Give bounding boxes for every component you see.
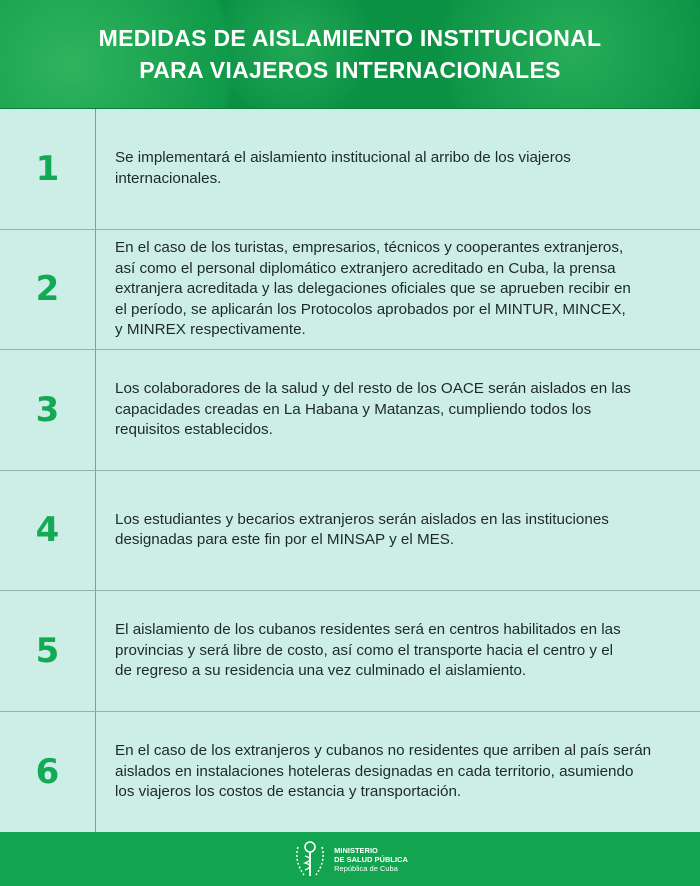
measure-text-line: En el caso de los extranjeros y cubanos no residentes que arriben al país serán (115, 742, 652, 759)
footer-line-3: República de Cuba (334, 863, 398, 873)
ministry-emblem-icon (292, 839, 328, 879)
measure-text-line: así como el personal diplomático extranjero acreditado en Cuba, la prensa (115, 259, 616, 277)
measure-text-line: extranjera acreditada y las delegaciones oficiales que se aprueben recibir en (115, 280, 631, 297)
measure-number: 6 (0, 712, 96, 833)
measure-text-line: designadas para este fin por el MINSAP y el MES. (115, 531, 455, 549)
measure-number: 4 (0, 471, 96, 591)
title-line-2: PARA VIAJEROS INTERNACIONALES (139, 57, 561, 83)
measure-text-line: internacionales. (115, 169, 222, 187)
measure-text-line: de regreso a su residencia una vez culminado el aislamiento. (115, 662, 527, 679)
measure-row (0, 109, 700, 230)
measure-text-line: aislados en instalaciones hoteleras designadas en cada territorio, asumiendo (115, 762, 634, 780)
measure-text (96, 712, 700, 833)
measure-number: 1 (0, 109, 96, 229)
measure-text (96, 350, 700, 470)
measure-row (0, 591, 700, 712)
measure-text-line: y MINREX respectivamente. (115, 321, 306, 338)
measure-row (0, 230, 700, 351)
measure-row (0, 350, 700, 471)
title-line-1: MEDIDAS DE AISLAMIENTO INSTITUCIONAL (98, 25, 602, 51)
measure-text-line: requisitos establecidos. (115, 421, 273, 438)
measures-list (0, 109, 700, 832)
measure-number: 2 (0, 230, 96, 350)
measure-text-line: Se implementará el aislamiento institucional al arribo de los viajeros (115, 149, 571, 167)
measure-text (96, 230, 700, 350)
measure-row (0, 712, 700, 833)
measure-text-line: Los colaboradores de la salud y del resto de los OACE serán aislados en las (115, 380, 631, 397)
measure-text (96, 591, 700, 711)
measure-text-line: capacidades creadas en La Habana y Matanzas, cumpliendo todos los (115, 400, 592, 418)
measure-text (96, 109, 700, 229)
ministry-logo-text (334, 846, 408, 873)
header-banner (0, 0, 700, 109)
footer (0, 832, 700, 886)
footer-line-1: MINISTERIO (334, 845, 378, 855)
measure-text-line: provincias y será libre de costo, así como el transporte hacia el centro y el (115, 641, 614, 659)
measure-text (96, 471, 700, 591)
measure-number: 5 (0, 591, 96, 711)
footer-line-2: DE SALUD PÚBLICA (334, 854, 408, 864)
measure-text-line: Los estudiantes y becarios extranjeros serán aislados en las instituciones (115, 510, 609, 528)
measure-text-line: El aislamiento de los cubanos residentes será en centros habilitados en las (115, 621, 621, 638)
measure-text-line: los viajeros los costos de estancia y transportación. (115, 783, 462, 800)
measure-text-line: En el caso de los turistas, empresarios, técnicos y cooperantes extranjeros, (115, 239, 624, 256)
measure-number: 3 (0, 350, 96, 470)
measure-text-line: el período, se aplicarán los Protocolos aprobados por el MINTUR, MINCEX, (115, 300, 626, 318)
measure-row (0, 471, 700, 592)
